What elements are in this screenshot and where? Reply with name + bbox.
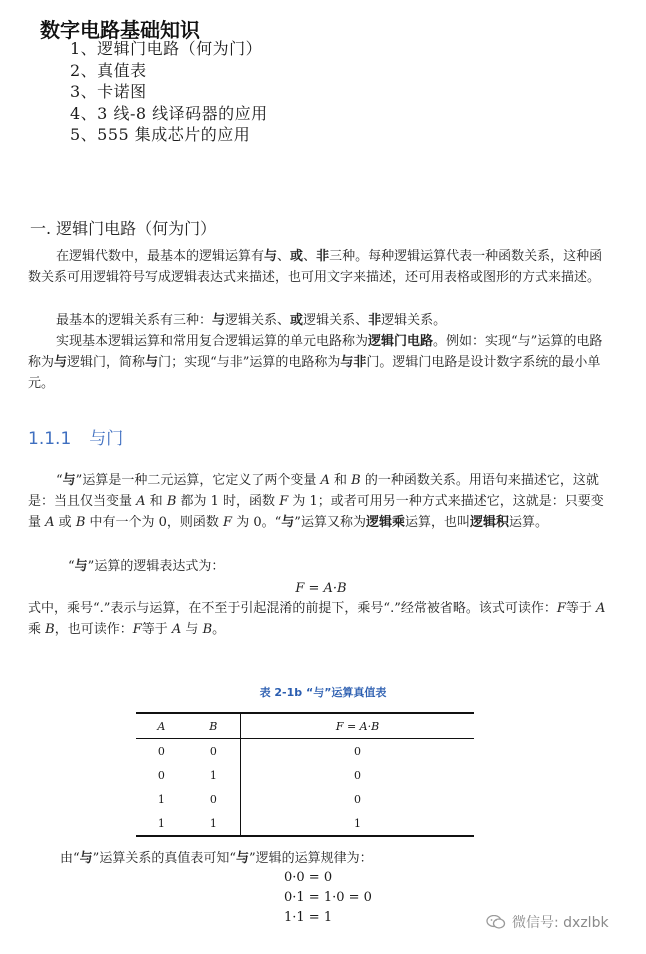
table-caption: 表 2-1b “与”运算真值表	[259, 686, 387, 699]
and-formula: F = A·B	[295, 581, 347, 596]
table-cell: 0	[354, 744, 362, 758]
rule-line: 0·0 = 0	[284, 870, 333, 885]
wechat-watermark: 微信号: dxzlbk	[486, 912, 609, 932]
table-row	[136, 787, 474, 811]
paragraph-rule-intro: 由“与”运算关系的真值表可知“与”逻辑的运算规律为：	[60, 851, 373, 866]
column-header-b: B	[187, 713, 241, 739]
paragraph-basic-operations: 在逻辑代数中，最基本的逻辑运算有与、或、非三种。每种逻辑运算代表一种函数关系，这种函数关系可用逻辑符号写成逻辑表达式来描述，也可用文字来描述，还可用表格或图形的方式来描述。	[28, 249, 603, 285]
table-row	[136, 811, 474, 836]
table-cell: 0	[354, 768, 362, 782]
table-row	[136, 763, 474, 787]
rule-line: 1·1 = 1	[284, 910, 333, 925]
subsection-heading: 1.1.1 与门	[28, 429, 124, 449]
table-cell: 1	[187, 811, 241, 836]
table-cell: 1	[157, 792, 165, 806]
column-header-a: A	[136, 713, 187, 739]
table-cell: 0	[187, 787, 241, 811]
toc-item: 5、555 集成芯片的应用	[70, 125, 251, 144]
section-heading: 一. 逻辑门电路（何为门）	[30, 219, 217, 238]
table-cell: 1	[187, 763, 241, 787]
table-cell: 1	[136, 811, 187, 836]
column-header-f: F = A·B	[241, 713, 474, 739]
paragraph-logic-gate-circuit: 实现基本逻辑运算和常用复合逻辑运算的单元电路称为逻辑门电路。例如：实现“与”运算的电路称为与逻辑门，简称与门；实现“与非”运算的电路称为与非门。逻辑门电路是设计数字系统的最小单元。	[28, 334, 603, 391]
table-cell: 0	[157, 744, 165, 758]
paragraph-expression-intro: “与”运算的逻辑表达式为：	[68, 559, 225, 574]
table-header-row	[136, 713, 474, 739]
paragraph-basic-relations: 最基本的逻辑关系有三种：与逻辑关系、或逻辑关系、非逻辑关系。	[56, 313, 447, 328]
toc-item: 1、逻辑门电路（何为门）	[70, 39, 263, 58]
table-row	[136, 739, 474, 764]
toc-item: 2、真值表	[70, 60, 147, 80]
paragraph-formula-note: 式中，乘号“.”表示与运算，在不至于引起混淆的前提下，乘号“.”经常被省略。该式可读作：F等于 A 乘 B，也可读作：F等于 A 与 B。	[28, 601, 606, 637]
table-cell: 0	[187, 739, 241, 764]
document-title: 数字电路基础知识	[40, 18, 200, 42]
table-cell: 0	[157, 768, 165, 782]
table-of-contents	[70, 38, 268, 146]
table-cell: 0	[354, 792, 362, 806]
toc-item: 3、卡诺图	[70, 82, 147, 101]
table-cell: 1	[241, 811, 474, 836]
wechat-icon	[486, 915, 506, 929]
toc-item: 4、3 线-8 线译码器的应用	[70, 103, 268, 123]
rule-line: 0·1 = 1·0 = 0	[284, 890, 372, 905]
paragraph-and-definition: “与”运算是一种二元运算，它定义了两个变量 A 和 B 的一种函数关系。用语句来描述它，这就是：当且仅当变量 A 和 B 都为 1 时，函数 F 为 1；或者可用另一种方式来描述它，这就是：只要变量 A 或 B 中有一个为 0，则函数 F 为 0。“与”运算又称为逻辑乘运算，也叫逻辑积运算。	[28, 473, 604, 530]
truth-table	[136, 712, 474, 837]
